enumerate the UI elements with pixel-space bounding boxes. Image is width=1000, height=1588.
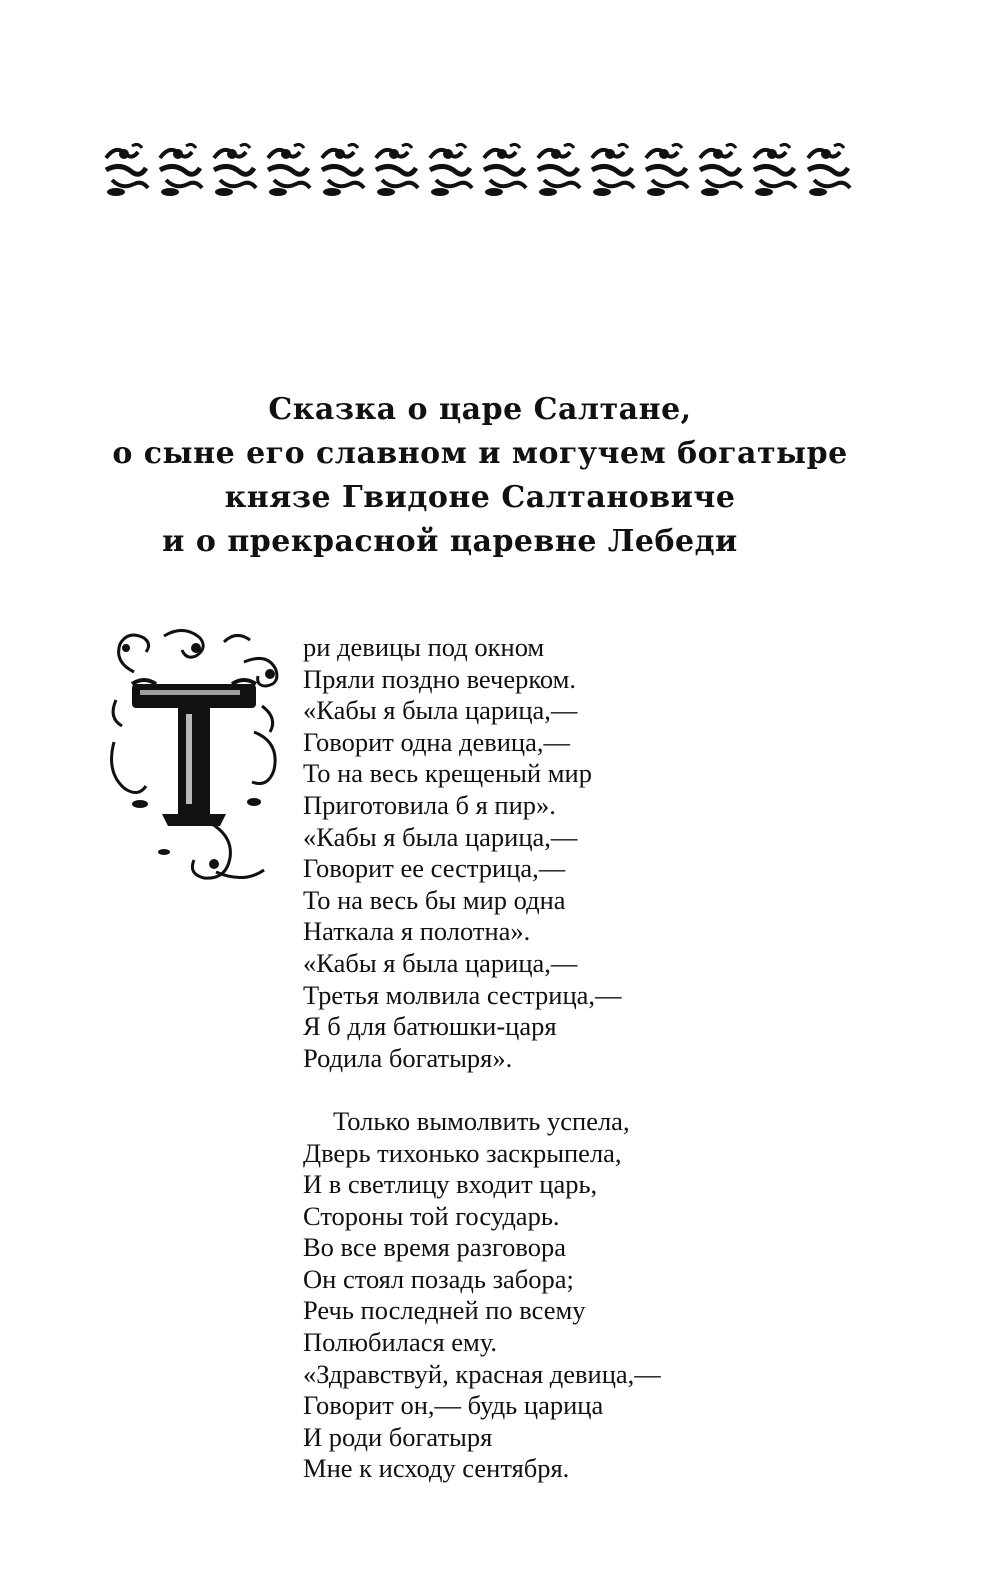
ornament-svg	[102, 140, 859, 202]
verse-line: Я б для батюшки-царя	[303, 1011, 557, 1042]
poem-text	[303, 632, 923, 1485]
verse-line: Мне к исходу сентября.	[303, 1453, 570, 1484]
floral-border-ornament	[102, 140, 859, 202]
verse-line: ри девицы под окном	[303, 632, 545, 662]
title-line: Сказка о царе Салтане,	[268, 392, 692, 427]
stanza-divider	[303, 1074, 923, 1106]
verse-line: «Здравствуй, красная девица,—	[303, 1358, 661, 1389]
title-line: и о прекрасной царевне Лебеди	[162, 524, 738, 559]
stanza-2	[303, 1106, 923, 1485]
verse-line: Дверь тихонько заскрыпела,	[303, 1137, 622, 1168]
verse-line: Наткала я полотна».	[303, 916, 531, 947]
verse-line: И роди богатыря	[303, 1421, 493, 1452]
verse-line: Только вымолвить успела,	[333, 1105, 630, 1136]
title-line: князе Гвидоне Салтановиче	[224, 480, 736, 515]
verse-line: Говорит одна девица,—	[303, 726, 571, 757]
stanza-1	[303, 632, 923, 1074]
verse-line: И в светлицу входит царь,	[303, 1169, 598, 1200]
verse-line: Во все время разговора	[303, 1232, 567, 1263]
ornate-initial-t-icon	[104, 622, 288, 890]
verse-line: «Кабы я была царица,—	[303, 947, 578, 978]
verse-line: «Кабы я была царица,—	[303, 695, 578, 726]
verse-line: То на весь крещеный мир	[303, 758, 592, 789]
verse-line: Родила богатыря».	[303, 1042, 513, 1073]
verse-line: Речь последней по всему	[303, 1295, 586, 1326]
verse-line: Стороны той государь.	[303, 1200, 560, 1231]
verse-line: Пряли поздно вечерком.	[303, 663, 577, 694]
verse-line: Приготовила б я пир».	[303, 789, 556, 820]
verse-line: «Кабы я была царица,—	[303, 821, 578, 852]
verse-line: То на весь бы мир одна	[303, 884, 566, 915]
title-line: о сыне его славном и могучем богатыре	[112, 436, 848, 471]
verse-line: Полюбилася ему.	[303, 1327, 498, 1358]
verse-line: Говорит ее сестрица,—	[303, 853, 566, 884]
verse-line: Третья молвила сестрица,—	[303, 979, 622, 1010]
drop-cap-svg	[104, 622, 288, 890]
story-title	[0, 388, 960, 564]
verse-line: Он стоял позадь забора;	[303, 1263, 574, 1294]
verse-line: Говорит он,— будь царица	[303, 1390, 604, 1421]
